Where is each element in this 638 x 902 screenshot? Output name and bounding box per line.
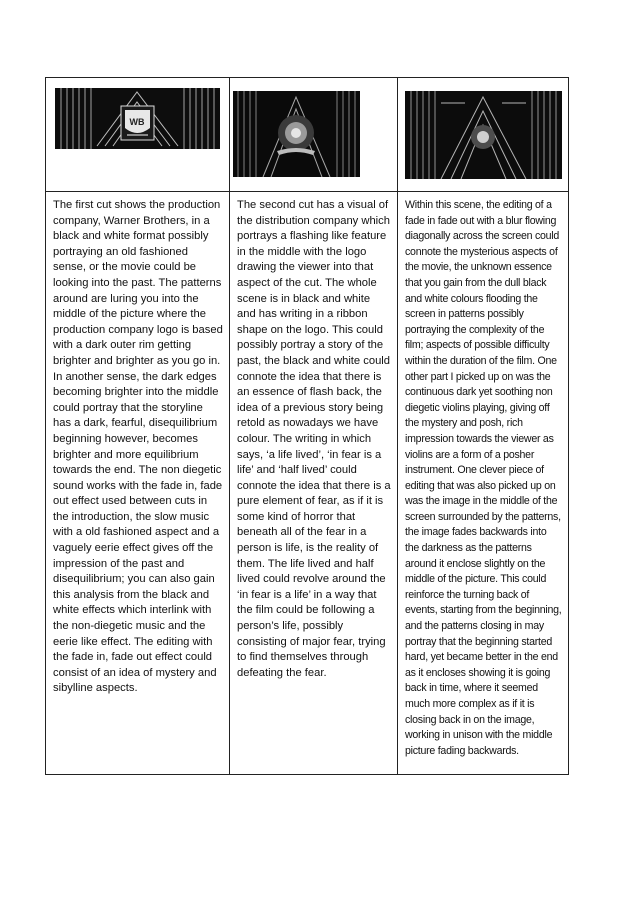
text-cell-1 [46,192,230,775]
analysis-text-3: Within this scene, the editing of a fade in fade out with a blur flowing diagonally across the screen could connote the mysterious aspects of the movie, the unknown essence that you gain from the dull black and white colours flooding the screen in patterns possibly portraying the complexity of the film; aspects of possible difficulty within the duration of the film. One other part I picked up on was the continuous dark yet soothing non diegetic violins playing, giving off the mystery and posh, rich impression towards the viewer as violins are a form of a posher instrument. One clever piece of editing that was also picked up on was the image in the middle of the screen surrounded by the patterns, the image fades backwards into the darkness as the patterns around it enclose slightly on the middle of the picture. This could reinforce the turning back of events, starting from the beginning, and the patterns closing in may portray that the beginning started hard, yet became better in the end as it encloses showing it is going back in time, where it seemed much more complex as if it is closing back in on the image, working in unison with the middle picture fading backwards. [405,199,562,757]
image-row [46,78,569,192]
text-cell-2 [230,192,398,775]
image-cell-1 [46,78,230,192]
image-cell-2 [230,78,398,192]
analysis-table [45,77,569,775]
art-deco-pattern-still-icon [405,91,562,179]
analysis-text-2: The second cut has a visual of the distribution company which portrays a flashing like feature in the middle with the logo drawing the viewer into that aspect of the cut. The whole scene is in black and white and has writing in a ribbon shape on the logo. This could possibly portray a story of the past, the black and white could connote the idea that there is an essence of flash back, the idea of a previous story being retold as nowadays we have colour. The writing in which says, ‘a life lived’, ‘in fear is a life’ and ‘half lived’ could connote the idea that there is a pure element of fear, as if it is some kind of horror that beneath all of the fear in a person is life, is the reality of them. The life lived and half lived could revolve around the ‘in fear is a life’ in a way that the film could be following a person’s life, possibly consisting of major fear, trying to find themselves through defeating the fear. [237,199,391,679]
image-cell-3 [398,78,569,192]
distribution-logo-still-icon [233,91,360,177]
analysis-text-1: The first cut shows the production company, Warner Brothers, in a black and white format possibly portraying an old fashioned sense, or the movie could be looking into the past. The patterns around are luring you into the middle of the picture where the production company logo is based with a dark outer rim getting brighter and brighter as you go in. In another sense, the dark edges becoming brighter into the middle could portray that the storyline has a dark, fearful, disequilibrium beginning however, becomes brighter and more equilibrium towards the end. The non diegetic sound works with the fade in, fade out effect used between cuts in the introduction, the slow music with a old fashioned aspect and a vaguely eerie effect gives off the impression of the past and disequilibrium; you can also gain this analysis from the black and white effects which interlink with the non-diegetic music and the eerie like effect. The editing with the fade in, fade out effect could consist of an idea of mystery and sibylline aspects. [53,199,223,695]
warner-bros-logo-still-icon [55,88,220,149]
text-row [46,192,569,775]
text-cell-3 [398,192,569,775]
svg-text:WB: WB [129,117,145,127]
